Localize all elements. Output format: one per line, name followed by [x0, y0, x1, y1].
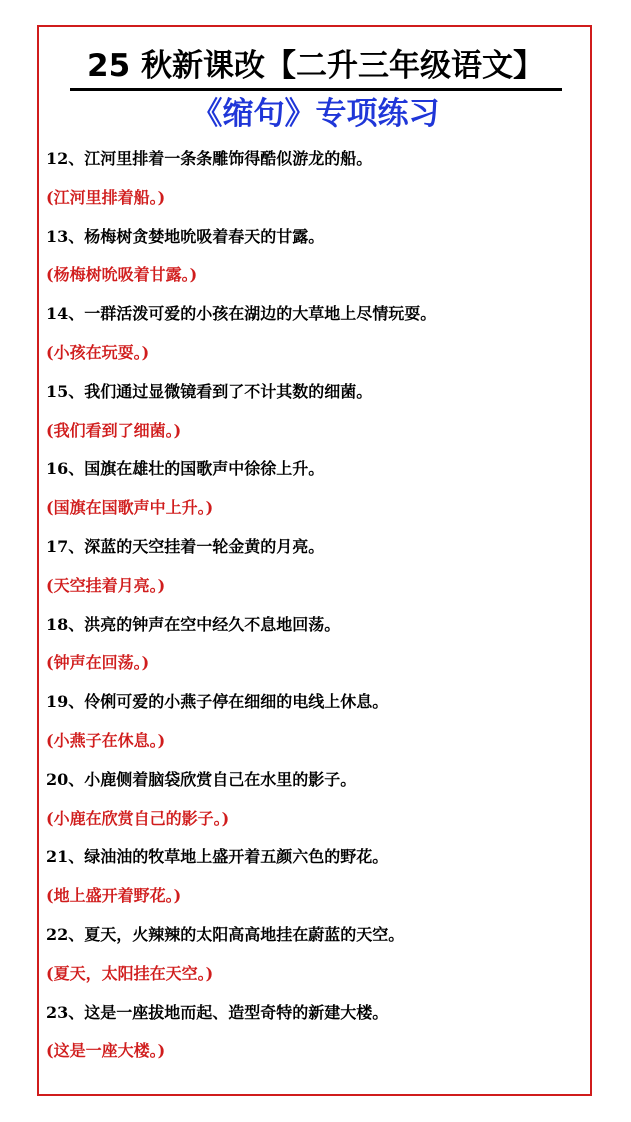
exercise-item	[46, 528, 586, 606]
page-title: 25 秋新课改【二升三年级语文】	[87, 48, 544, 84]
exercise-list	[46, 140, 586, 1071]
exercise-item	[46, 761, 586, 839]
exercise-question: 15、我们通过显微镜看到了不计其数的细菌。	[46, 381, 373, 401]
page-subtitle: 《缩句》专项练习	[191, 96, 440, 132]
exercise-question: 17、深蓝的天空挂着一轮金黄的月亮。	[46, 536, 325, 556]
exercise-answer: (我们看到了细菌。)	[46, 420, 182, 440]
exercise-answer: (天空挂着月亮。)	[46, 575, 166, 595]
exercise-item	[46, 373, 586, 451]
exercise-answer: (小燕子在休息。)	[46, 730, 166, 750]
exercise-question: 19、伶俐可爱的小燕子停在细细的电线上休息。	[46, 692, 389, 712]
exercise-question: 20、小鹿侧着脑袋欣赏自己在水里的影子。	[46, 769, 357, 789]
exercise-answer: (夏天，太阳挂在天空。)	[46, 963, 214, 983]
exercise-question: 21、绿油油的牧草地上盛开着五颜六色的野花。	[46, 847, 389, 867]
exercise-question: 22、夏天，火辣辣的太阳高高地挂在蔚蓝的天空。	[46, 924, 405, 944]
exercise-item	[46, 916, 586, 994]
exercise-item	[46, 295, 586, 373]
exercise-question: 13、杨梅树贪婪地吮吸着春天的甘露。	[46, 226, 325, 246]
exercise-answer: (国旗在国歌声中上升。)	[46, 498, 214, 518]
exercise-answer: (小孩在玩耍。)	[46, 342, 150, 362]
exercise-answer: (小鹿在欣赏自己的影子。)	[46, 808, 230, 828]
exercise-item	[46, 994, 586, 1072]
exercise-question: 14、一群活泼可爱的小孩在湖边的大草地上尽情玩耍。	[46, 304, 437, 324]
exercise-answer: (杨梅树吮吸着甘露。)	[46, 265, 198, 285]
exercise-item	[46, 838, 586, 916]
exercise-question: 12、江河里排着一条条雕饰得酷似游龙的船。	[46, 149, 373, 168]
exercise-answer: (江河里排着船。)	[46, 187, 166, 207]
exercise-answer: (这是一座大楼。)	[46, 1041, 166, 1061]
exercise-question: 18、洪亮的钟声在空中经久不息地回荡。	[46, 614, 341, 634]
exercise-item	[46, 683, 586, 761]
exercise-answer: (钟声在回荡。)	[46, 653, 150, 673]
exercise-answer: (地上盛开着野花。)	[46, 886, 182, 906]
exercise-item	[46, 606, 586, 684]
exercise-item	[46, 140, 586, 218]
exercise-item	[46, 450, 586, 528]
exercise-item	[46, 218, 586, 296]
exercise-question: 23、这是一座拔地而起、造型奇特的新建大楼。	[46, 1002, 389, 1022]
exercise-question: 16、国旗在雄壮的国歌声中徐徐上升。	[46, 459, 325, 479]
title-underline	[70, 88, 562, 91]
